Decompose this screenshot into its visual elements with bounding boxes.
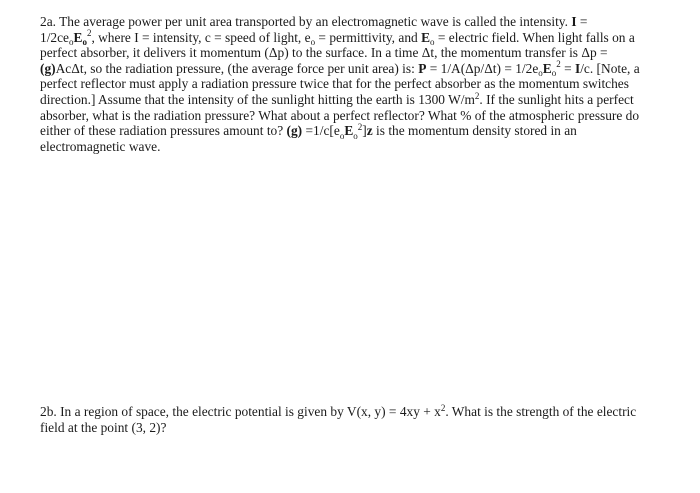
text-segment: E <box>421 29 430 45</box>
text-segment: (g) <box>286 123 303 139</box>
text-segment: electromagnetic wave. <box>40 138 161 154</box>
subscript: o <box>551 68 557 79</box>
text-segment: = <box>560 60 575 76</box>
subscript: o <box>538 68 543 79</box>
problem-2a-line <box>40 108 680 124</box>
superscript: 2 <box>440 402 446 413</box>
text-segment: field at the point (3, 2)? <box>40 419 167 435</box>
subscript: o <box>69 37 74 48</box>
problem-2a-line <box>40 76 680 92</box>
text-segment: E <box>344 123 354 139</box>
text-segment: 2b. In a region of space, the electric potential is given by V(x, y) = 4xy + x <box>40 404 441 419</box>
text-segment: = 1/A(Δp/Δt) = 1/2e <box>426 60 539 76</box>
text-segment: I <box>574 60 581 76</box>
text-segment: . What is the strength of the electric <box>445 404 637 419</box>
problem-2a-line <box>40 123 680 139</box>
problem-2a-line <box>40 61 680 77</box>
text-segment: is the momentum density stored in an <box>372 123 577 139</box>
text-segment: =1/c[e <box>302 123 340 139</box>
text-segment: direction.] Assume that the intensity of the sunlight hitting the earth is 1300 W/m <box>40 91 475 107</box>
text-segment: z <box>366 123 373 139</box>
text-segment: = electric field. When light falls on a <box>434 29 635 45</box>
text-segment: absorber, what is the radiation pressure? What about a perfect reflector? What % of the atmospheric pressure do <box>40 107 640 123</box>
superscript: 2 <box>86 28 92 39</box>
problem-2a-line <box>40 92 680 108</box>
subscript: o <box>430 37 435 48</box>
text-segment: = permittivity, and <box>315 29 422 45</box>
problem-2a-line <box>40 139 680 155</box>
text-segment: (g) <box>40 60 56 76</box>
problem-2a-line <box>40 30 680 46</box>
subscript: o <box>310 37 316 48</box>
problem-2b-line <box>40 420 680 436</box>
text-segment: /c. [Note, a <box>580 60 640 76</box>
problem-2a-line <box>40 45 680 61</box>
text-segment: P <box>418 60 427 76</box>
subscript: o <box>82 37 87 48</box>
text-segment: = <box>576 14 588 29</box>
text-segment: perfect reflector must apply a radiation pressure twice that for the perfect absorber as the momentum switches <box>40 76 629 92</box>
text-segment: , where I = intensity, c = speed of light, e <box>91 29 311 45</box>
text-segment: perfect absorber, it delivers it momentum (Δp) to the surface. In a time Δt, the momentum transfer is Δp = <box>40 45 608 61</box>
text-segment: E <box>73 29 83 45</box>
superscript: 2 <box>474 90 480 101</box>
text-segment: ] <box>362 123 367 139</box>
problem-2b-line <box>40 404 680 420</box>
text-segment: either of these radiation pressures amount to? <box>40 123 287 139</box>
problem-2b <box>40 404 680 435</box>
problem-2a <box>40 14 680 154</box>
subscript: o <box>353 130 358 141</box>
text-segment: E <box>542 60 552 76</box>
text-segment: . If the sunlight hits a perfect <box>479 91 634 107</box>
text-segment: I <box>571 14 577 29</box>
superscript: 2 <box>556 59 561 70</box>
superscript: 2 <box>357 121 363 132</box>
text-segment: 1/2ce <box>40 29 69 45</box>
problem-2a-line <box>40 14 680 30</box>
text-segment: 2a. The average power per unit area transported by an electromagnetic wave is called the intensity. <box>40 14 572 29</box>
text-segment: AcΔt, so the radiation pressure, (the average force per unit area) is: <box>55 60 419 76</box>
subscript: o <box>339 130 345 141</box>
